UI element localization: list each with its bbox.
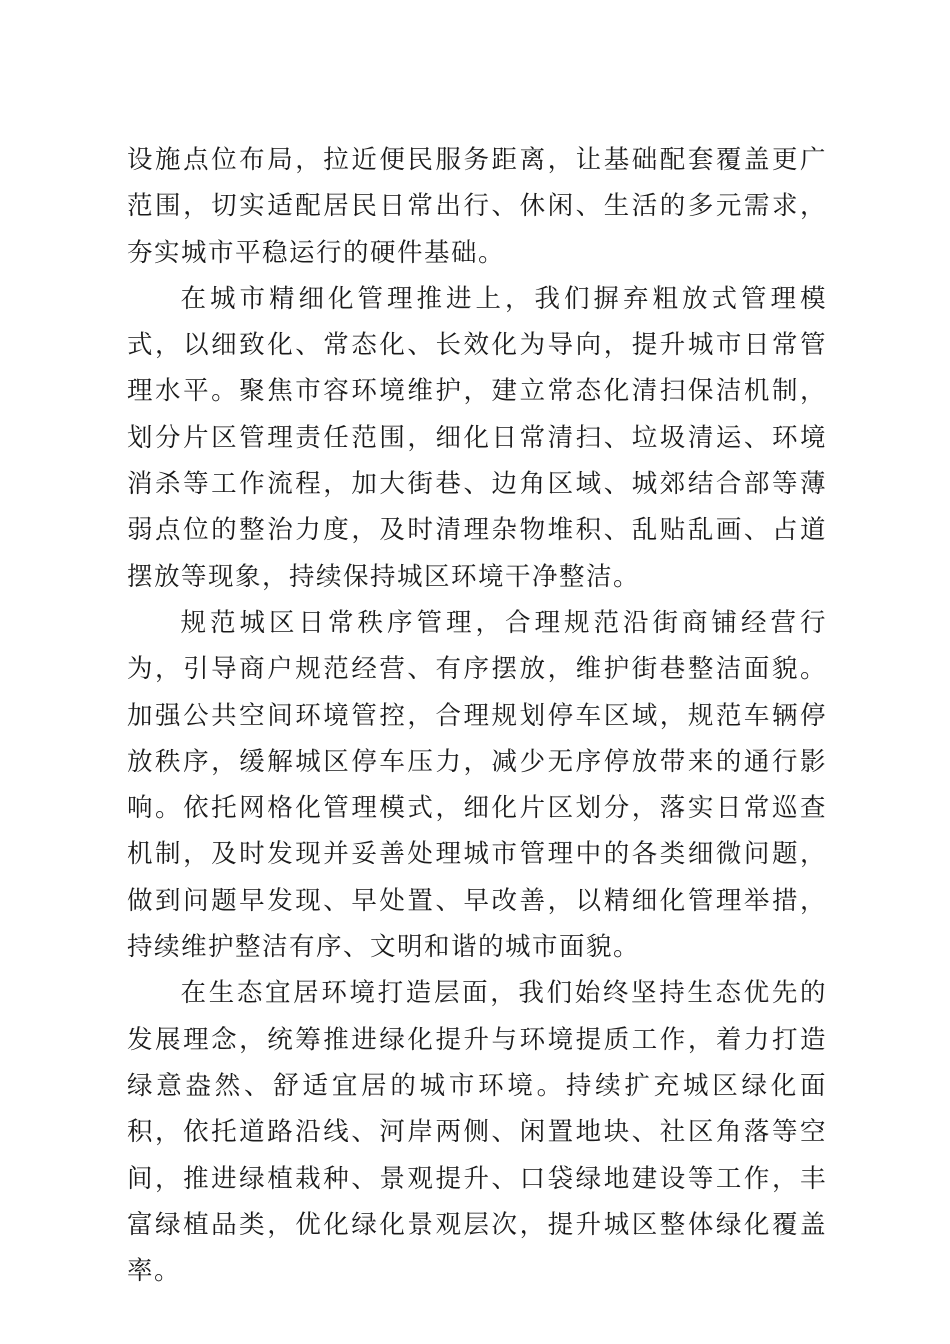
paragraph-4: 在生态宜居环境打造层面，我们始终坚持生态优先的发展理念，统筹推进绿化提升与环境提质工作，着力打造绿意盎然、舒适宜居的城市环境。持续扩充城区绿化面积，依托道路沿线、河岸两侧、闲置地块、社区角落等空间，推进绿植栽种、景观提升、口袋绿地建设等工作，丰富绿植品类，优化绿化景观层次，提升城区整体绿化覆盖率。 (127, 978, 827, 1287)
paragraph-3: 规范城区日常秩序管理，合理规范沿街商铺经营行为，引导商户规范经营、有序摆放，维护街巷整洁面貌。加强公共空间环境管控，合理规划停车区域，规范车辆停放秩序，缓解城区停车压力，减少无序停放带来的通行影响。依托网格化管理模式，细化片区划分，落实日常巡查机制，及时发现并妥善处理城市管理中的各类细微问题，做到问题早发现、早处置、早改善，以精细化管理举措，持续维护整洁有序、文明和谐的城市面貌。 (127, 607, 827, 963)
document-page (127, 137, 827, 1294)
paragraph-2: 在城市精细化管理推进上，我们摒弃粗放式管理模式，以细致化、常态化、长效化为导向，提升城市日常管理水平。聚焦市容环境维护，建立常态化清扫保洁机制，划分片区管理责任范围，细化日常清扫、垃圾清运、环境消杀等工作流程，加大街巷、边角区域、城郊结合部等薄弱点位的整治力度，及时清理杂物堆积、乱贴乱画、占道摆放等现象，持续保持城区环境干净整洁。 (127, 283, 827, 592)
paragraph-1: 设施点位布局，拉近便民服务距离，让基础配套覆盖更广范围，切实适配居民日常出行、休闲、生活的多元需求，夯实城市平稳运行的硬件基础。 (127, 145, 827, 268)
